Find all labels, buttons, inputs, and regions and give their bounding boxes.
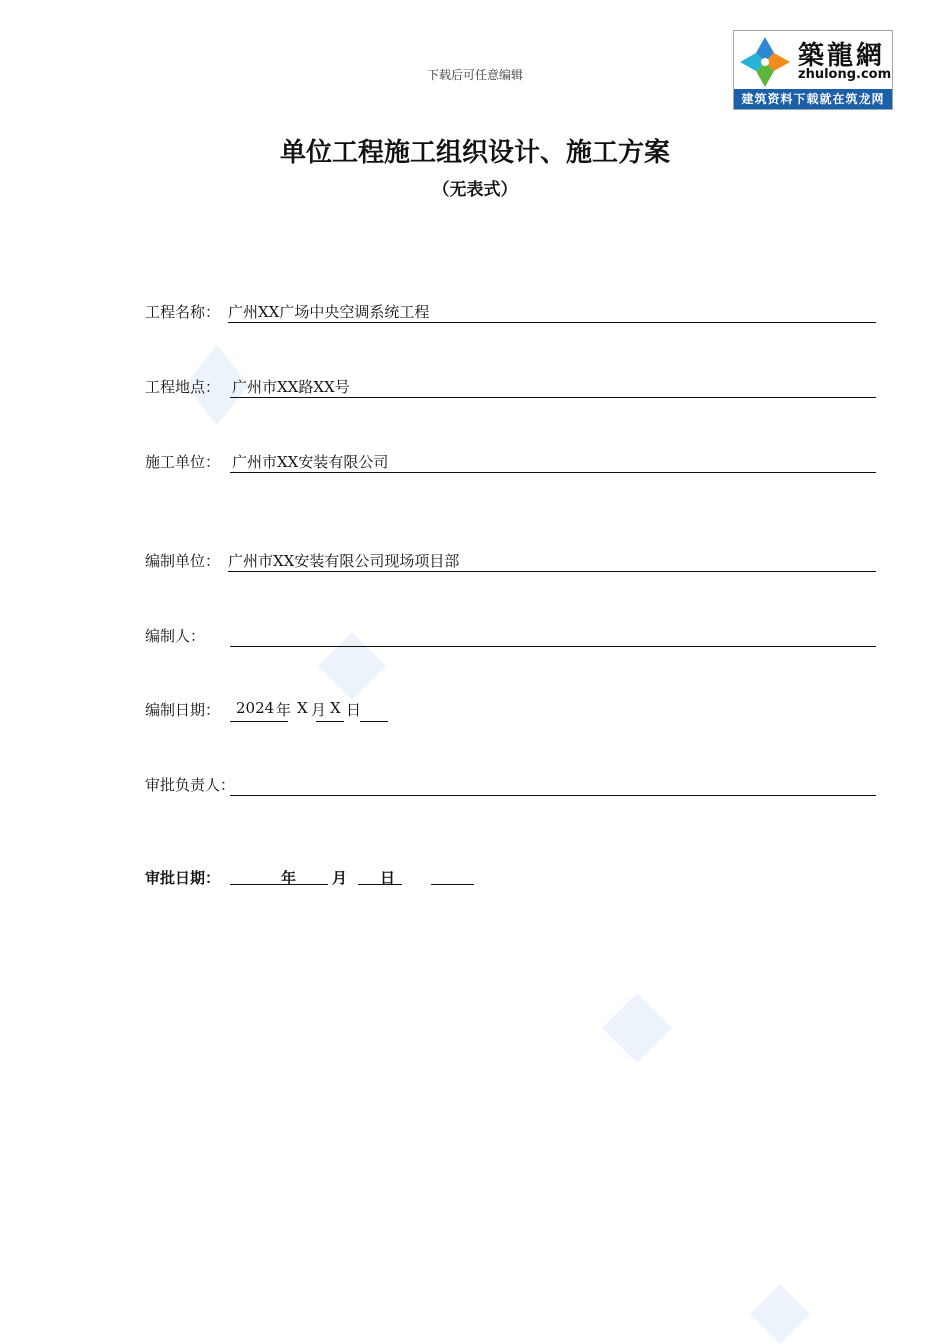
compiling-unit-value: 广州市XX安装有限公司现场项目部	[228, 552, 460, 570]
compiling-unit-label: 编制单位：	[145, 552, 221, 570]
approval-date-row	[145, 867, 485, 893]
approval-date-day-unit: 日	[380, 869, 396, 887]
approver-row	[145, 774, 877, 800]
approval-date-label: 审批日期：	[145, 869, 221, 887]
compile-date-month-unit: 月	[311, 701, 327, 719]
project-location-row	[145, 376, 877, 402]
construction-unit-value: 广州市XX安装有限公司	[232, 453, 389, 471]
compile-date-row	[145, 699, 877, 725]
page-subtitle: （无表式）	[432, 180, 518, 200]
construction-unit-underline	[230, 472, 876, 473]
project-name-label: 工程名称：	[145, 303, 221, 321]
compiling-unit-row	[145, 550, 877, 576]
compile-date-day-unit: 日	[346, 701, 362, 719]
compiler-label: 编制人：	[145, 627, 206, 645]
pinwheel-logo-icon	[738, 35, 792, 89]
compile-date-year: 2024	[236, 699, 275, 717]
logo-name-cn: 築龍網	[798, 41, 886, 71]
watermark-flower-icon	[602, 993, 672, 1063]
project-location-label: 工程地点：	[145, 378, 221, 396]
approval-date-year-unit: 年	[281, 869, 297, 887]
compile-date-year-underline	[230, 721, 288, 722]
compile-date-month-underline	[316, 721, 344, 722]
compiling-unit-underline	[228, 571, 876, 572]
zhulong-logo	[733, 30, 893, 110]
project-location-value: 广州市XX路XX号	[232, 378, 350, 396]
project-name-value: 广州XX广场中央空调系统工程	[228, 303, 430, 321]
approver-underline	[230, 795, 876, 796]
compile-date-day: X	[330, 699, 341, 717]
project-location-underline	[230, 397, 876, 398]
page-title: 单位工程施工组织设计、施工方案	[279, 138, 670, 168]
approval-date-month-unit: 月	[332, 869, 348, 887]
approver-label: 审批负责人：	[145, 776, 236, 794]
project-name-underline	[228, 322, 876, 323]
compile-date-day-underline	[360, 721, 388, 722]
watermark-flower-icon	[750, 1284, 810, 1344]
approval-date-trailing-underline	[431, 884, 474, 885]
logo-domain: zhulong.com	[798, 67, 892, 82]
logo-slogan: 建筑资料下载就在筑龙网	[734, 89, 892, 109]
compile-date-label: 编制日期：	[145, 701, 221, 719]
compiler-underline	[230, 646, 876, 647]
project-name-row	[145, 301, 877, 327]
construction-unit-row	[145, 451, 877, 477]
approval-date-year-underline	[230, 884, 328, 885]
compile-date-month: X	[297, 699, 308, 717]
header-note: 下载后可任意编辑	[426, 68, 523, 82]
construction-unit-label: 施工单位：	[145, 453, 221, 471]
compiler-row	[145, 625, 877, 651]
compile-date-year-unit: 年	[276, 701, 292, 719]
